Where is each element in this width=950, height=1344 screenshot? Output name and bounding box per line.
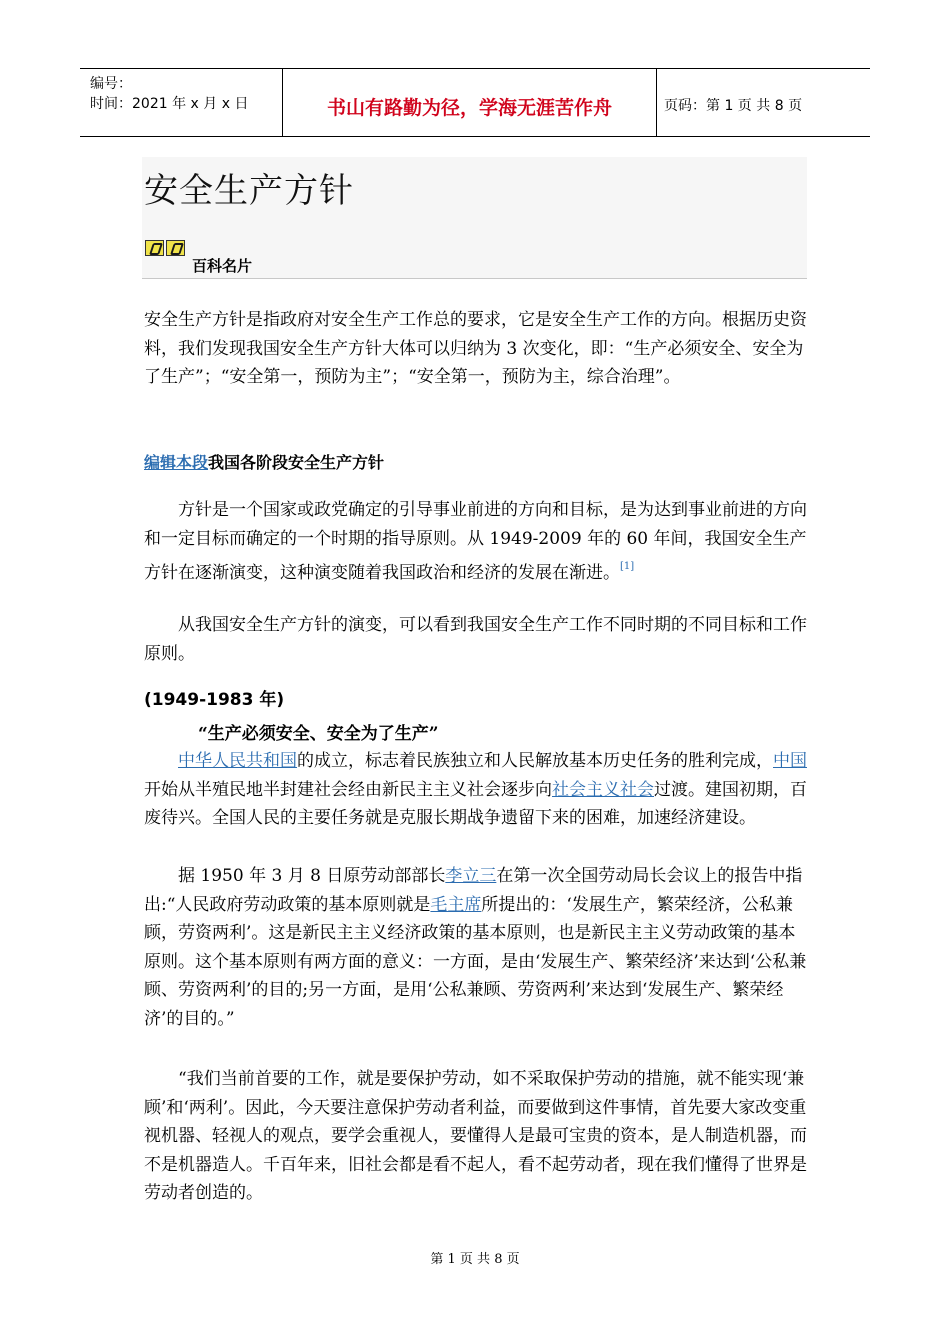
header-meta-cell (80, 69, 282, 136)
number-label: 编号： (90, 76, 132, 92)
header-motto-cell (282, 69, 657, 136)
policy-quote-title: “生产必须安全、安全为了生产” (198, 724, 439, 744)
document-header (80, 68, 870, 137)
title-panel (142, 157, 807, 279)
time-label: 时间：2021 年 x 月 x 日 (90, 96, 249, 112)
card-icon (166, 240, 185, 256)
section-heading-text: 我国各阶段安全生产方针 (208, 453, 385, 472)
period-paragraph-2: 据 1950 年 3 月 8 日原劳动部部长李立三在第一次全国劳动局长会议上的报告中指出:“人民政府劳动政策的基本原则就是毛主席所提出的：‘发展生产，繁荣经济，公私兼顾，劳资两利’。这是新民主主义经济政策的基本原则，也是新民主主义劳动政策的基本原则。这个基本原则有两方面的意义：一方面，是由‘发展生产、繁荣经济’来达到‘公私兼顾、劳资两利’的目的;另一方面，是用‘公私兼顾、劳资两利’来达到‘发展生产、繁荣经济’的目的。” (144, 866, 807, 1029)
reference-link[interactable]: [1] (620, 561, 635, 572)
article-title: 安全生产方针 (144, 171, 354, 211)
link-socialist-society[interactable]: 社会主义社会 (552, 779, 654, 800)
page-footer: 第 1 页 共 8 页 (430, 1252, 520, 1267)
link-li-lisan[interactable]: 李立三 (445, 866, 497, 886)
section-paragraph-2: 从我国安全生产方针的演变，可以看到我国安全生产工作不同时期的不同目标和工作原则。 (144, 615, 807, 664)
header-page-cell (656, 69, 870, 136)
card-icon (145, 240, 164, 256)
period-paragraph-1: 中华人民共和国的成立，标志着民族独立和人民解放基本历史任务的胜利完成，中国开始从半殖民地半封建社会经由新民主主义社会逐步向社会主义社会过渡。建国初期，百废待兴。全国人民的主要任务就是克服长期战争遗留下来的困难，加速经济建设。 (144, 751, 807, 828)
period-heading: (1949-1983 年) (144, 690, 285, 710)
motto: 书山有路勤为径，学海无涯苦作舟 (326, 97, 612, 119)
link-chairman-mao[interactable]: 毛主席 (430, 894, 482, 915)
page-label: 页码：第 1 页 共 8 页 (664, 98, 803, 114)
link-china[interactable]: 中国 (773, 751, 807, 771)
card-icons (145, 240, 185, 256)
edit-section-link[interactable]: 编辑本段 (144, 453, 209, 472)
intro-paragraph: 安全生产方针是指政府对安全生产工作总的要求，它是安全生产工作的方向。根据历史资料，我们发现我国安全生产方针大体可以归纳为 3 次变化，即：“生产必须安全、安全为了生产”；“安全第一，预防为主”；“安全第一，预防为主，综合治理”。 (144, 310, 807, 387)
card-label: 百科名片 (192, 257, 253, 275)
section-heading (144, 450, 384, 473)
link-prc[interactable]: 中华人民共和国 (178, 751, 297, 771)
section-paragraph-1: 方针是一个国家或政党确定的引导事业前进的方向和目标，是为达到事业前进的方向和一定目标而确定的一个时期的指导原则。从 1949-2009 年的 60 年间，我国安全生产方针在逐渐演变，这种演变随着我国政治和经济的发展在渐进。[1] (144, 500, 807, 583)
period-paragraph-3: “我们当前首要的工作，就是要保护劳动，如不采取保护劳动的措施，就不能实现‘兼顾’和‘两利’。因此，今天要注意保护劳动者利益，而要做到这件事情，首先要大家改变重视机器、轻视人的观点，要学会重视人，要懂得人是最可宝贵的资本，是人制造机器，而不是机器造人。千百年来，旧社会都是看不起人，看不起劳动者，现在我们懂得了世界是劳动者创造的。 (144, 1069, 807, 1203)
